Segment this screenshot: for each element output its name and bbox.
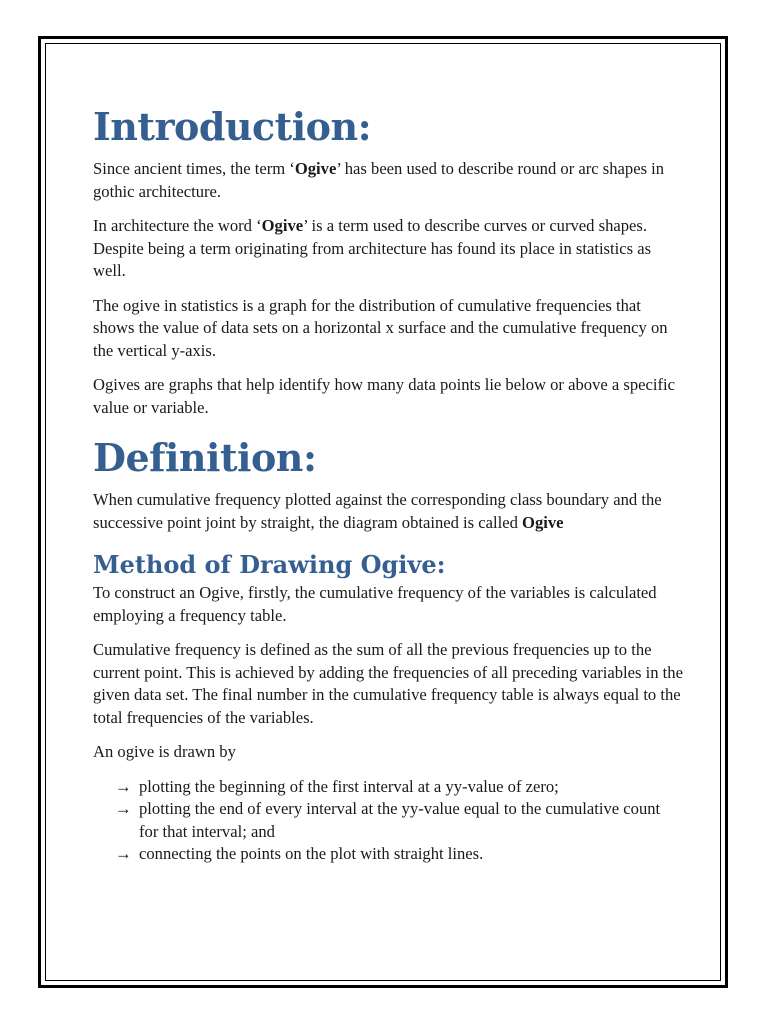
list-item-text: plotting the beginning of the first interval at a yy-value of zero;: [139, 776, 559, 796]
intro-p2-text-a: In architecture the word ‘: [93, 216, 262, 235]
intro-paragraph-3: The ogive in statistics is a graph for the distribution of cumulative frequencies that shows the value of data sets on a horizontal x surface and the cumulative frequency on the vertical y-axis.: [93, 295, 668, 360]
intro-paragraph-2: [93, 215, 683, 283]
document-body: [93, 100, 683, 866]
method-steps-list: [93, 776, 683, 866]
method-paragraph-3: An ogive is drawn by: [93, 742, 236, 761]
intro-p1-text-a: Since ancient times, the term ‘: [93, 159, 295, 178]
intro-p2-bold-ogive: Ogive: [261, 216, 304, 235]
heading-introduction: Introduction:: [93, 104, 372, 149]
list-item-text: connecting the points on the plot with straight lines.: [139, 844, 484, 863]
list-item: [115, 776, 683, 799]
intro-p2-text-c: ’ is a term used to describe curves or curved shapes. Despite being a term originating from architecture has found its place in statistics as well.: [93, 216, 652, 280]
intro-paragraph-4: Ogives are graphs that help identify how many data points lie below or above a specific value or variable.: [93, 375, 675, 417]
definition-paragraph: [93, 489, 683, 534]
heading-method: Method of Drawing Ogive:: [93, 550, 446, 579]
method-paragraph-1: To construct an Ogive, firstly, the cumulative frequency of the variables is calculated employing a frequency table.: [93, 583, 657, 625]
intro-p1-bold-ogive: Ogive: [294, 159, 337, 178]
list-item: [115, 798, 683, 843]
intro-p1-text-c: ’ has been used to describe round or arc shapes in gothic architecture.: [93, 159, 665, 201]
intro-paragraph-1: [93, 158, 683, 203]
right-arrow-icon: →: [115, 844, 132, 863]
method-paragraph-2: Cumulative frequency is defined as the sum of all the previous frequencies up to the current point. This is achieved by adding the frequencies of all preceding variables in the given data set. The final number in the cumulative frequency table is always equal to the total frequencies of the variables.: [93, 640, 683, 727]
right-arrow-icon: →: [115, 776, 132, 796]
right-arrow-icon: →: [115, 799, 132, 818]
list-item: [115, 843, 683, 866]
heading-definition: Definition:: [93, 435, 317, 480]
definition-bold-ogive: Ogive: [522, 512, 564, 532]
list-item-text: plotting the end of every interval at the yy-value equal to the cumulative count for that interval; and: [139, 799, 661, 841]
definition-text: When cumulative frequency plotted against the corresponding class boundary and the successive point joint by straight, the diagram obtained is called: [93, 490, 662, 532]
